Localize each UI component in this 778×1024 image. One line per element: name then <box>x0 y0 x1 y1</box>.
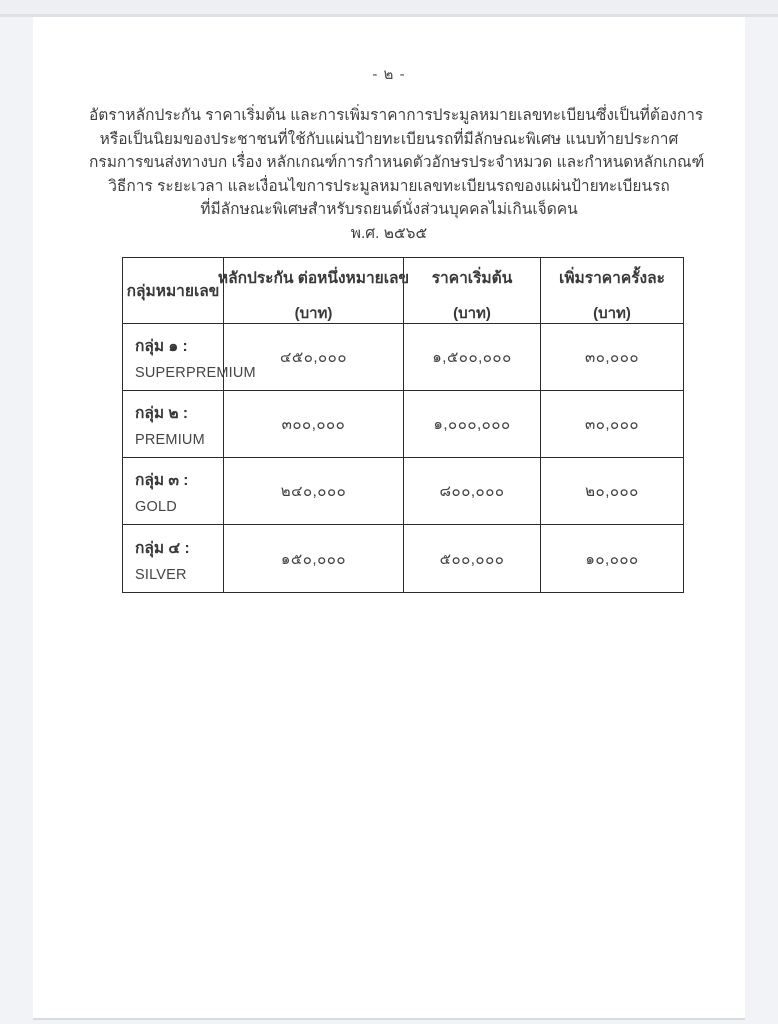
header-increment <box>541 258 684 324</box>
header-deposit <box>217 258 410 324</box>
group-cell-gold <box>123 458 224 525</box>
group-label-th: กลุ่ม ๔ : <box>135 539 190 557</box>
start-price-value: ๘๐๐,๐๐๐ <box>404 458 541 525</box>
header-start-price <box>404 258 541 324</box>
start-price-value: ๕๐๐,๐๐๐ <box>404 525 541 593</box>
group-label-en: SUPERPREMIUM <box>135 365 256 381</box>
deposit-value: ๑๕๐,๐๐๐ <box>224 525 404 593</box>
group-cell-silver <box>123 525 224 593</box>
table-header-row <box>123 258 684 324</box>
table-row <box>123 391 684 458</box>
group-label-en: SILVER <box>135 566 187 583</box>
deposit-value: ๔๕๐,๐๐๐ <box>224 324 404 391</box>
document-title-block <box>89 104 705 245</box>
increment-value: ๓๐,๐๐๐ <box>541 324 684 391</box>
header-number-group: กลุ่มหมายเลข <box>123 258 224 324</box>
increment-value: ๓๐,๐๐๐ <box>541 391 684 458</box>
header-deposit-label: หลักประกัน ต่อหนึ่งหมายเลข <box>217 270 410 287</box>
deposit-value: ๓๐๐,๐๐๐ <box>224 391 404 458</box>
group-cell-premium <box>123 391 224 458</box>
start-price-value: ๑,๕๐๐,๐๐๐ <box>404 324 541 391</box>
viewer-top-band <box>0 0 778 14</box>
title-line: หรือเป็นนิยมของประชาชนที่ใช้กับแผ่นป้ายทะเบียนรถที่มีลักษณะพิเศษ แนบท้ายประกาศ <box>99 130 679 148</box>
group-label-th: กลุ่ม ๑ : <box>135 338 188 355</box>
table-row <box>123 324 684 391</box>
title-line: อัตราหลักประกัน ราคาเริ่มต้น และการเพิ่มราคาการประมูลหมายเลขทะเบียนซึ่งเป็นที่ต้องการ <box>89 107 704 124</box>
header-start-price-label: ราคาเริ่มต้น <box>431 270 513 287</box>
auction-price-table <box>122 257 684 593</box>
header-increment-unit: (บาท) <box>593 305 631 322</box>
table-row <box>123 525 684 593</box>
increment-value: ๒๐,๐๐๐ <box>541 458 684 525</box>
group-label-en: PREMIUM <box>135 432 205 448</box>
header-increment-label: เพิ่มราคาครั้งละ <box>559 270 665 287</box>
start-price-value: ๑,๐๐๐,๐๐๐ <box>404 391 541 458</box>
document-page <box>33 17 745 1020</box>
header-deposit-unit: (บาท) <box>294 305 333 322</box>
title-line: พ.ศ. ๒๕๖๕ <box>350 224 428 242</box>
title-line: ที่มีลักษณะพิเศษสำหรับรถยนต์นั่งส่วนบุคคลไม่เกินเจ็ดคน <box>200 201 578 218</box>
table-row <box>123 458 684 525</box>
group-label-th: กลุ่ม ๒ : <box>135 405 189 422</box>
deposit-value: ๒๔๐,๐๐๐ <box>224 458 404 525</box>
page-number: - ๒ - <box>372 66 406 83</box>
title-line: กรมการขนส่งทางบก เรื่อง หลักเกณฑ์การกำหนดตัวอักษรประจำหมวด และกำหนดหลักเกณฑ์ <box>89 154 705 171</box>
group-cell-superpremium <box>123 324 256 391</box>
title-line: วิธีการ ระยะเวลา และเงื่อนไขการประมูลหมายเลขทะเบียนรถของแผ่นป้ายทะเบียนรถ <box>108 177 670 195</box>
group-label-en: GOLD <box>135 499 177 515</box>
group-label-th: กลุ่ม ๓ : <box>135 472 189 489</box>
increment-value: ๑๐,๐๐๐ <box>541 525 684 593</box>
header-start-price-unit: (บาท) <box>453 305 491 322</box>
